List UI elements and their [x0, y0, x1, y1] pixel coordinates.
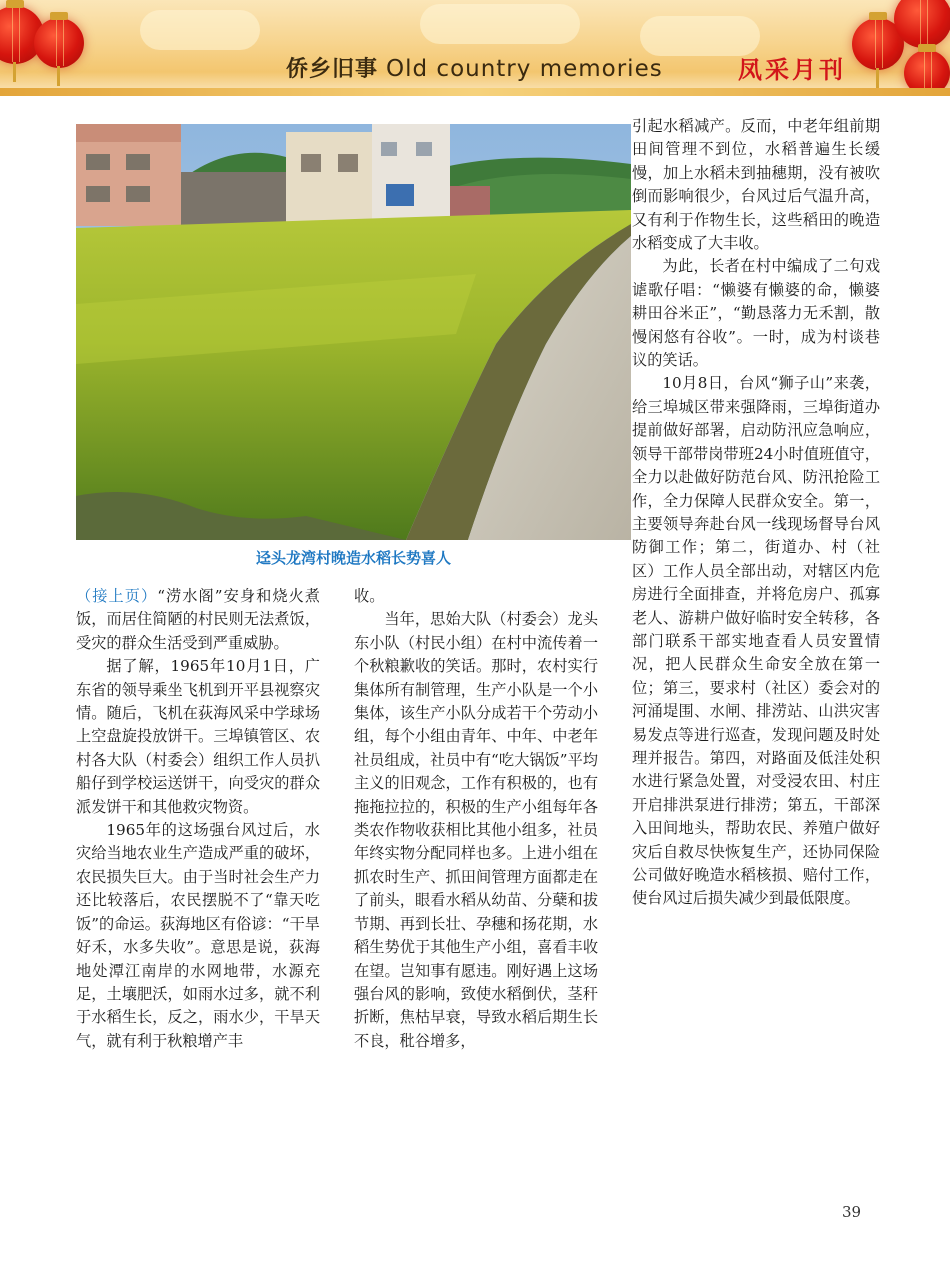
paragraph: 收。: [354, 587, 385, 605]
column-title-en: Old country memories: [386, 56, 663, 82]
rice-field-photo: [76, 124, 631, 540]
photo-caption: 迳头龙湾村晚造水稻长势喜人: [255, 549, 451, 567]
paragraph: 引起水稻减产。反而，中老年组前期田间管理不到位，水稻普遍生长缓慢，加上水稻未到抽穗期，没有被吹倒而影响很少，台风过后气温升高，又有利于作物生长，这些稻田的晚造水稻变成了大丰收。: [632, 117, 880, 253]
paragraph: 1965年的这场强台风过后，水灾给当地农业生产造成严重的破坏，农民损失巨大。由于当时社会生产力还比较落后，农民摆脱不了“靠天吃饭”的命运。荻海地区有俗谚：“干旱好禾，水多失收”。意思是说，荻海地处潭江南岸的水网地带，水源充足，土壤肥沃，如雨水过多，就不利于水稻生长，反之，雨水少，干旱天气，就有利于秋粮增产丰: [76, 821, 320, 1050]
paragraph: 为此，长者在村中编成了二句戏谑歌仔唱：“懒婆有懒婆的命，懒婆耕田谷米正”，“勤恳落力无禾割，散慢闲悠有谷收”。一时，成为村谈巷议的笑话。: [632, 257, 880, 370]
lantern-icon: [34, 18, 84, 68]
magazine-name: 凤采月刊: [738, 56, 846, 84]
page-number: 39: [842, 1203, 862, 1221]
continued-tag: （接上页）: [76, 587, 158, 605]
paragraph: 10月8日，台风“狮子山”来袭，给三埠城区带来强降雨，三埠街道办提前做好部署，启动防汛应急响应，领导干部带岗带班24小时值班值守，全力以赴做好防范台风、防汛抢险工作，全力保障人民群众安全。第一，主要领导奔赴台风一线现场督导台风防御工作；第二，街道办、村（社区）工作人员全部出动，对辖区内危房进行全面排查，并将危房户、孤寡老人、游耕户做好临时安全转移，各部门联系干部实地查看人员安置情况，把人民群众生命安全放在第一位；第三，要求村（社区）委会对的河涌堤围、水闸、排涝站、山洪灾害易发点等进行巡查，发现问题及时处理并报告。第四，对路面及低洼处积水进行紧急处置，对受浸农田、村庄开启排洪泵进行排涝；第五，干部深入田间地头，帮助农民、养殖户做好灾后自救尽快恢复生产，还协同保险公司做好晚造水稻核损、赔付工作，使台风过后损失减少到最低限度。: [632, 374, 880, 908]
paragraph: 据了解，1965年10月1日，广东省的领导乘坐飞机到开平县视察灾情。随后，飞机在荻海风采中学球场上空盘旋投放饼干。三埠镇管区、农村各大队（村委会）组织工作人员扒船仔到学校运送饼干，向受灾的群众派发饼干和其他救灾物资。: [76, 657, 320, 816]
column-title: [286, 52, 663, 83]
article-column-1: [76, 585, 320, 1053]
column-title-cn: 侨乡旧事: [286, 57, 379, 82]
paragraph: 当年，思始大队（村委会）龙头东小队（村民小组）在村中流传着一个秋粮歉收的笑话。那时，农村实行集体所有制管理，生产小队是一个小集体，该生产小队分成若干个劳动小组，每个小组由青年、中年、中老年社员组成，社员中有“吃大锅饭”平均主义的旧观念，工作有积极的，也有拖拖拉拉的，积极的生产小组每年各类农作物收获相比其他小组多，社员年终实物分配同样也多。上进小组在抓农时生产、抓田间管理方面都走在了前头，眼看水稻从幼苗、分蘖和拔节期、再到长壮、孕穗和扬花期，水稻生势优于其他生产小组，喜看丰收在望。岂知事有愿违。刚好遇上这场强台风的影响，致使水稻倒伏，茎秆折断，焦枯早衰，导致水稻后期生长不良，秕谷增多，: [354, 610, 598, 1050]
article-column-2: [354, 585, 598, 1053]
article-column-3: [632, 115, 880, 911]
header-banner: [0, 0, 950, 96]
paragraph: （接上页）“涝水阁”安身和烧火煮饭，而居住简陋的村民则无法煮饭，受灾的群众生活受到严重威胁。: [76, 587, 320, 652]
